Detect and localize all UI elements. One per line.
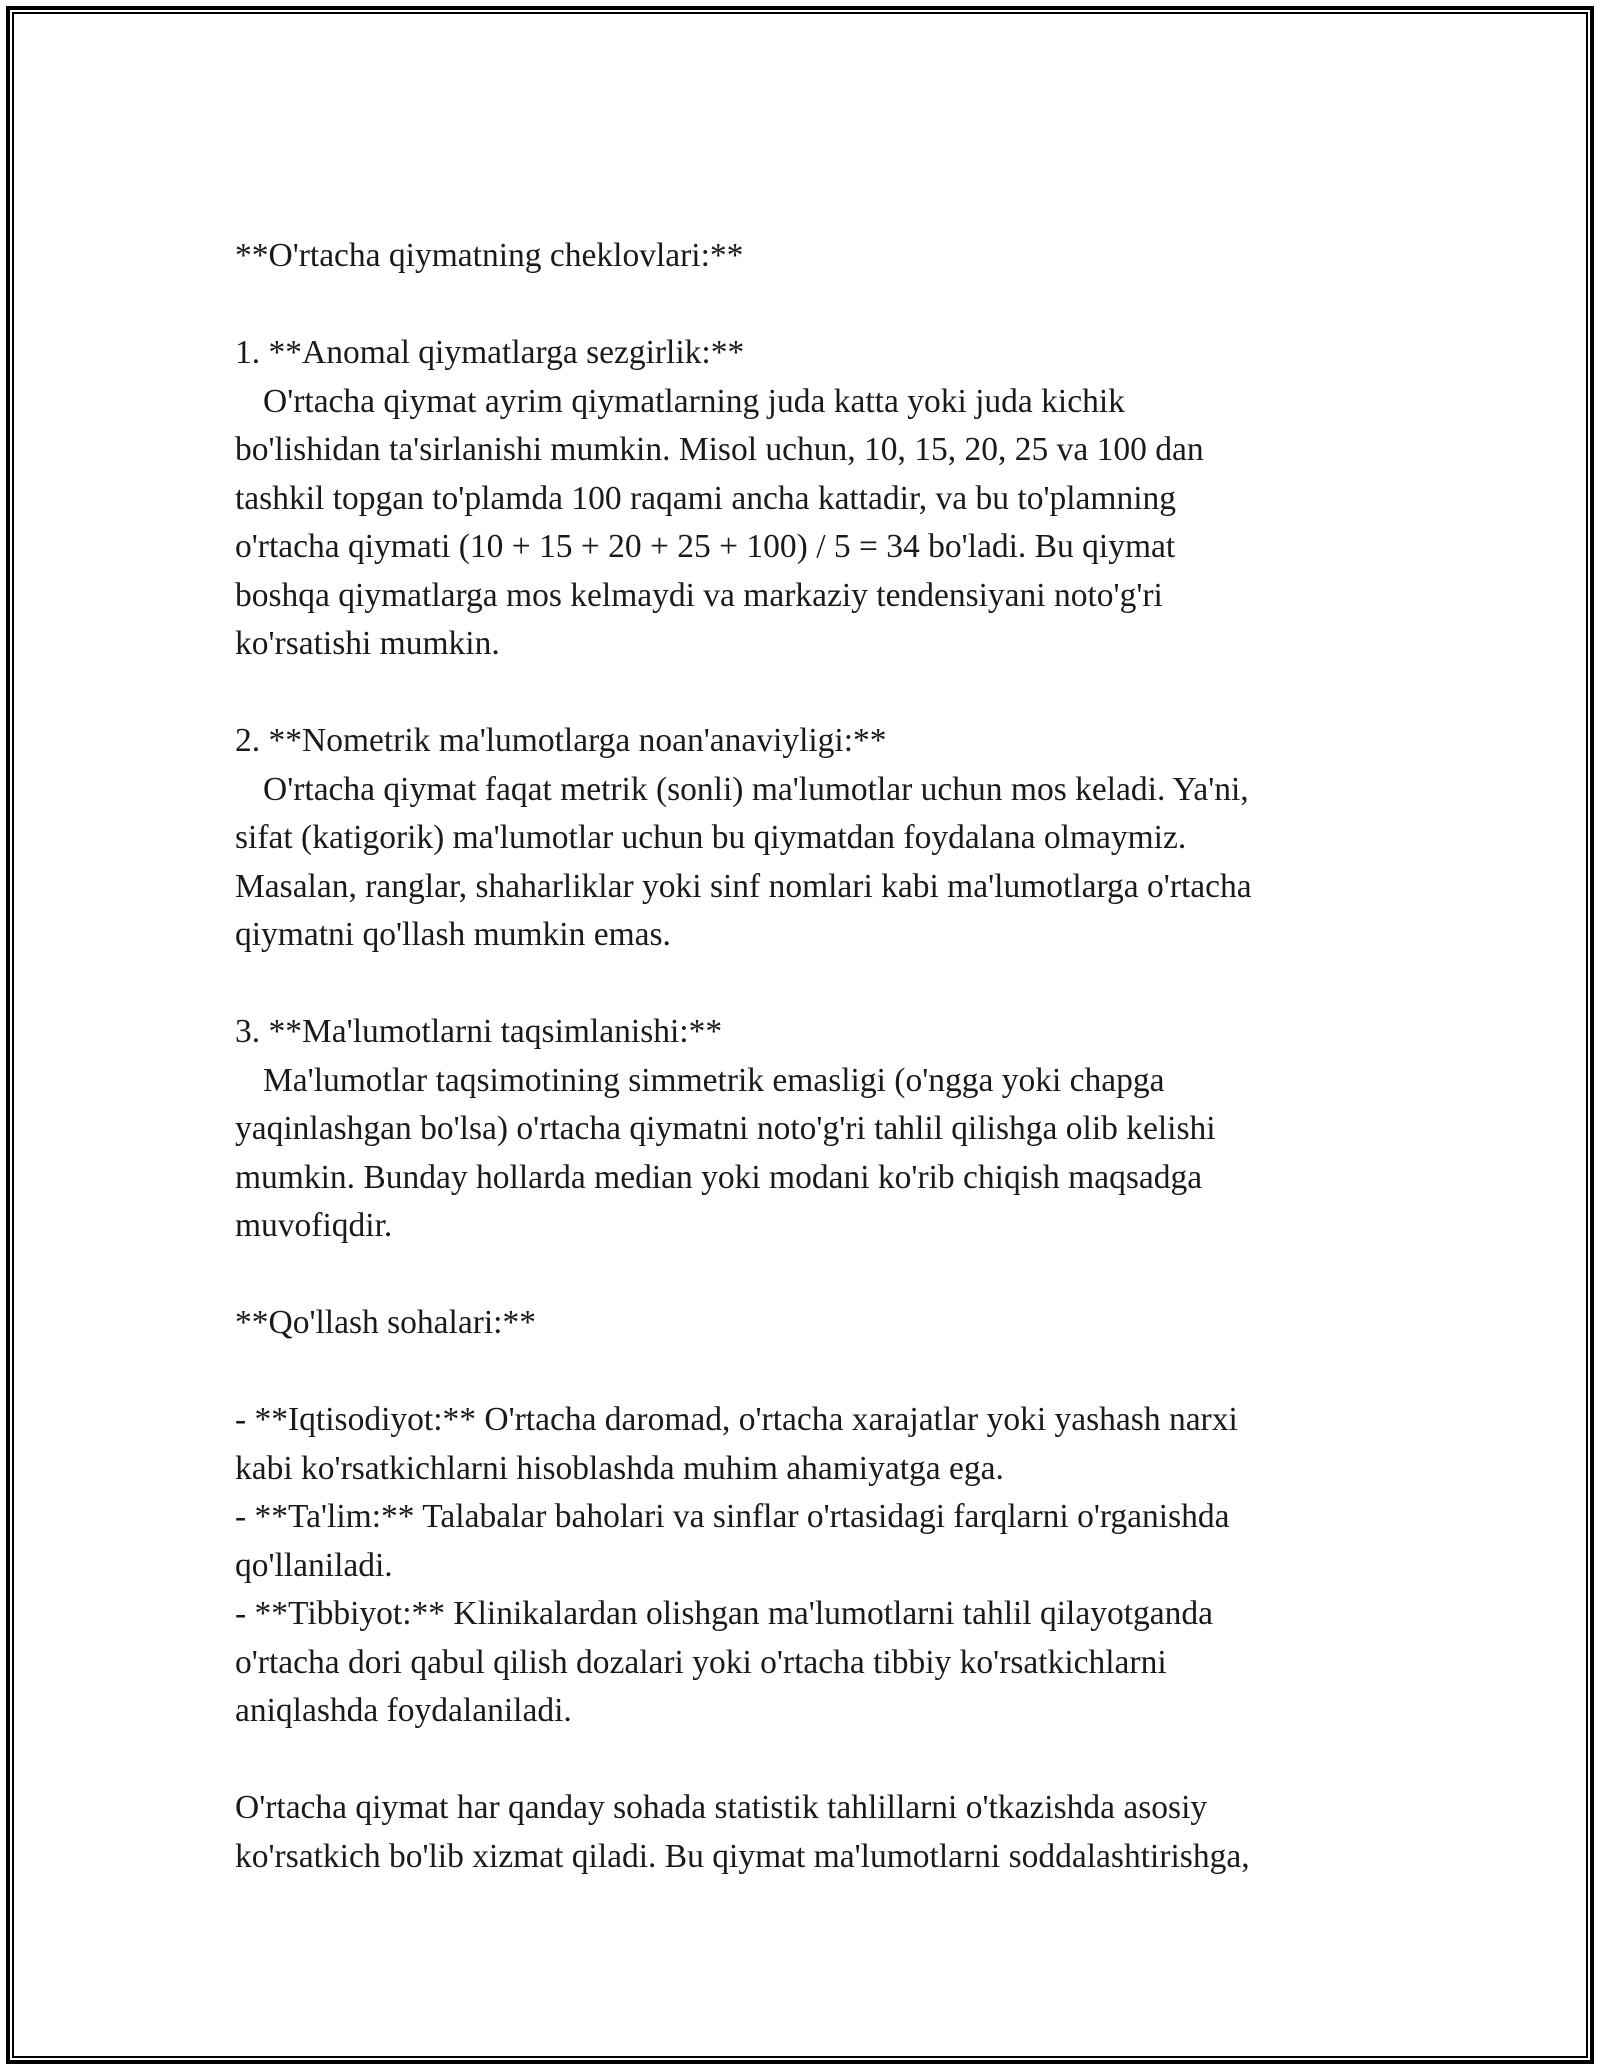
- paragraph-line: kabi ko'rsatkichlarni hisoblashda muhim ahamiyatga ega.: [235, 1449, 1004, 1487]
- paragraph-line: ko'rsatishi mumkin.: [235, 625, 500, 662]
- paragraph-line: o'rtacha qiymati (10 + 15 + 20 + 25 + 100) / 5 = 34 bo'ladi. Bu qiymat: [235, 528, 1176, 565]
- paragraph-line: boshqa qiymatlarga mos kelmaydi va markaziy tendensiyani noto'g'ri: [235, 576, 1163, 614]
- bullet-item-medicine: - **Tibbiyot:** Klinikalardan olishgan ma'lumotlarni tahlil qilayotganda: [235, 1595, 1214, 1632]
- paragraph-line: bo'lishidan ta'sirlanishi mumkin. Misol uchun, 10, 15, 20, 25 va 100 dan: [235, 431, 1204, 468]
- blank-line: [235, 960, 1395, 1009]
- bullet-item-education: - **Ta'lim:** Talabalar baholari va sinflar o'rtasidagi farqlarni o'rganishda: [235, 1498, 1230, 1535]
- blank-line: [235, 669, 1395, 718]
- paragraph-line: qiymatni qo'llash mumkin emas.: [235, 916, 671, 953]
- bullet-item-economy: - **Iqtisodiyot:** O'rtacha daromad, o'rtacha xarajatlar yoki yashash narxi: [235, 1401, 1238, 1438]
- paragraph-line: o'rtacha dori qabul qilish dozalari yoki o'rtacha tibbiy ko'rsatkichlarni: [235, 1643, 1167, 1681]
- section-heading-limitations: **O'rtacha qiymatning cheklovlari:**: [235, 237, 744, 274]
- paragraph-line: qo'llaniladi.: [235, 1546, 393, 1584]
- blank-line: [235, 281, 1395, 330]
- document-body: [235, 232, 1395, 1881]
- paragraph-line: Masalan, ranglar, shaharliklar yoki sinf nomlari kabi ma'lumotlarga o'rtacha: [235, 867, 1252, 905]
- paragraph-line: yaqinlashgan bo'lsa) o'rtacha qiymatni noto'g'ri tahlil qilishga olib kelishi: [235, 1110, 1216, 1147]
- blank-line: [235, 1736, 1395, 1785]
- list-item-heading-2: 2. **Nometrik ma'lumotlarga noan'anaviyligi:**: [235, 722, 887, 759]
- paragraph-line: O'rtacha qiymat faqat metrik (sonli) ma'lumotlar uchun mos keladi. Ya'ni,: [263, 770, 1249, 808]
- paragraph-line: aniqlashda foydalaniladi.: [235, 1692, 572, 1729]
- paragraph-line: mumkin. Bunday hollarda median yoki modani ko'rib chiqish maqsadga: [235, 1158, 1203, 1196]
- section-heading-applications: **Qo'llash sohalari:**: [235, 1304, 536, 1341]
- paragraph-line: Ma'lumotlar taqsimotining simmetrik emasligi (o'ngga yoki chapga: [263, 1061, 1165, 1099]
- blank-line: [235, 1348, 1395, 1397]
- blank-line: [235, 1251, 1395, 1300]
- paragraph-line: tashkil topgan to'plamda 100 raqami ancha kattadir, va bu to'plamning: [235, 479, 1177, 517]
- list-item-heading-1: 1. **Anomal qiymatlarga sezgirlik:**: [235, 334, 745, 371]
- list-item-heading-3: 3. **Ma'lumotlarni taqsimlanishi:**: [235, 1013, 723, 1050]
- paragraph-line: O'rtacha qiymat ayrim qiymatlarning juda katta yoki juda kichik: [263, 382, 1125, 420]
- paragraph-line: sifat (katigorik) ma'lumotlar uchun bu qiymatdan foydalana olmaymiz.: [235, 819, 1187, 856]
- conclusion-line: ko'rsatkich bo'lib xizmat qiladi. Bu qiymat ma'lumotlarni soddalashtirishga,: [235, 1837, 1250, 1875]
- conclusion-line: O'rtacha qiymat har qanday sohada statistik tahlillarni o'tkazishda asosiy: [235, 1789, 1208, 1826]
- paragraph-line: muvofiqdir.: [235, 1207, 393, 1244]
